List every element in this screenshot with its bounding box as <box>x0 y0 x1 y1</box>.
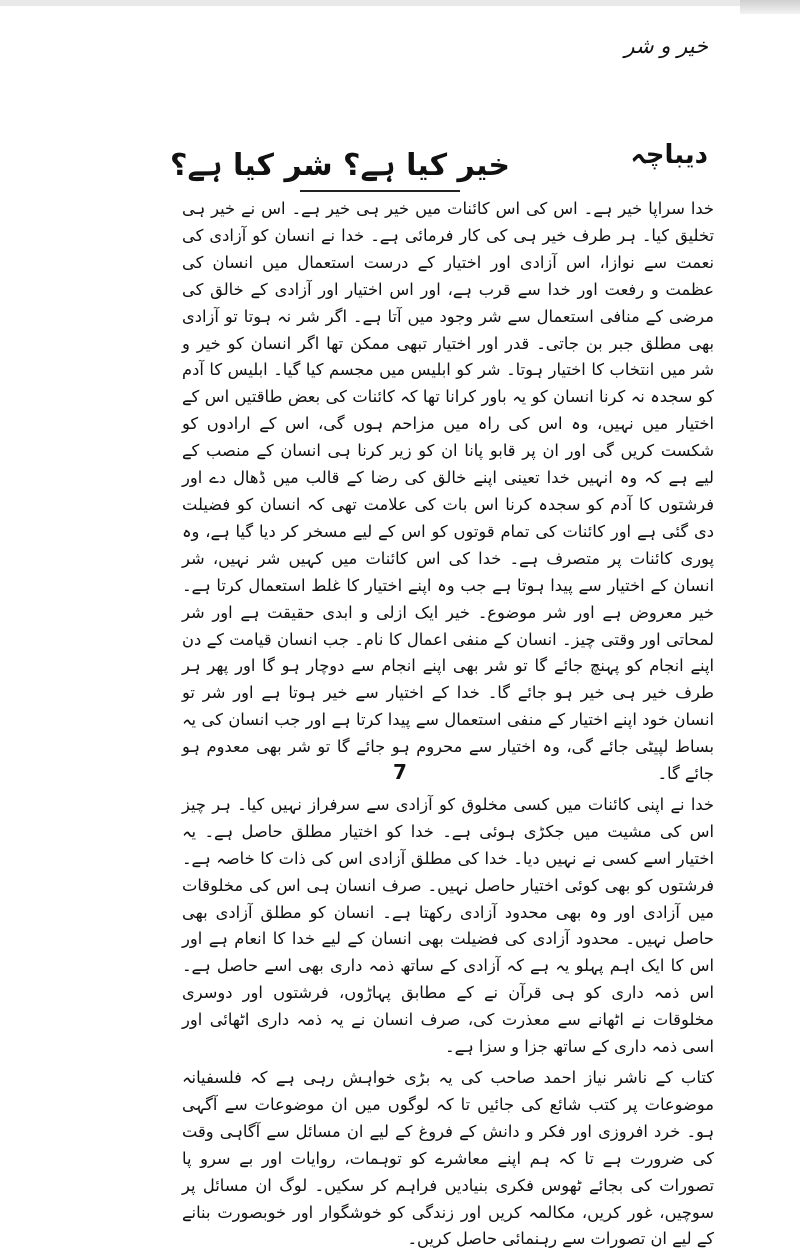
page-title: خیر کیا ہے؟ شر کیا ہے؟ <box>170 148 510 183</box>
paragraph-1: خدا سراپا خیر ہے۔ اس کی اس کائنات میں خیر ہی خیر ہے۔ اس نے خیر ہی تخلیق کیا۔ ہر طرف خیر ہی کی کار فرمائی ہے۔ خدا نے انسان کو آزادی کی نعمت سے نوازا، اس آزادی اور اختیار کے درست استعمال میں انسان کی عظمت و رفعت اور خدا سے قرب ہے، اور اس اختیار اور آزادی کے خالق کی مرضی کے منافی استعمال سے شر وجود میں آتا ہے۔ اگر شر نہ ہوتا تو آزادی بھی مطلق جبر بن جاتی۔ قدر اور اختیار تبھی ممکن تھا اگر انسان کو خیر و شر میں انتخاب کا اختیار ہوتا۔ شر کو ابلیس میں مجسم کیا گیا۔ ابلیس کا آدم کو سجدہ نہ کرنا انسان کو یہ باور کرانا تھا کہ کائنات کی بعض طاقتیں اس کے اختیار میں نہیں، وہ اس کی راہ میں مزاحم ہوں گی، اس کے ارادوں کو شکست کریں گی اور ان پر قابو پانا ان کو زیر کرنا ہی انسان کے منصب کے لیے ہے کہ وہ انہیں خدا تعینی اپنے خالق کی رضا کے قالب میں ڈھال دے اور فرشتوں کا آدم کو سجدہ کرنا اس بات کی علامت تھی کہ انسان کو فضیلت دی گئی ہے اور کائنات کی تمام قوتوں کو اس کے لیے مسخر کر دیا گیا ہے، وہ پوری کائنات پر متصرف ہے۔ خدا کی اس کائنات میں کہیں شر نہیں، شر انسان کے اختیار سے پیدا ہوتا ہے جب وہ اپنے اختیار کا غلط استعمال کرتا ہے۔ خیر معروض ہے اور شر موضوع۔ خیر ایک ازلی و ابدی حقیقت ہے اور شر لمحاتی اور وقتی چیز۔ انسان کے منفی اعمال کا نام۔ جب انسان قیامت کے دن اپنے انجام کو پہنچ جائے گا تو شر بھی اپنے انجام سے دوچار ہو گا اور پھر ہر طرف خیر ہی خیر ہو جائے گا۔ خدا کے اختیار سے خیر ہوتا ہے اور شر تو انسان خود اپنے اختیار کے منفی استعمال سے پیدا کرتا ہے اور جب انسان کی یہ بساط لپیٹی جائے گی، وہ اختیار سے محروم ہو جائے گا تو شر بھی معدوم ہو جائے گا۔ <box>182 199 714 784</box>
paragraph-2: خدا نے اپنی کائنات میں کسی مخلوق کو آزادی سے سرفراز نہیں کیا۔ ہر چیز اس کی مشیت میں جکڑی ہوئی ہے۔ خدا کو اختیار مطلق حاصل ہے۔ یہ اختیار اسے کسی نے نہیں دیا۔ خدا کی مطلق آزادی اس کی ذات کا خاصہ ہے۔ فرشتوں کو بھی کوئی اختیار حاصل نہیں۔ صرف انسان ہی اس کی مخلوقات میں آزادی اور وہ بھی محدود آزادی رکھتا ہے۔ انسان کو مطلق آزادی بھی حاصل نہیں۔ محدود آزادی کی فضیلت بھی انسان کے لیے خدا کا انعام ہے اور اس کا ایک اہم پہلو یہ ہے کہ آزادی کے ساتھ ذمہ داری بھی اسے حاصل ہے۔ اس ذمہ داری کو ہی قرآن نے کے مطابق پہاڑوں، فرشتوں اور دوسری مخلوقات نے اٹھانے سے معذرت کی، صرف انسان نے یہ ذمہ داری اٹھائی اور اسی ذمہ داری کے ساتھ جزا و سزا ہے۔ <box>182 794 714 1057</box>
paragraph-3: کتاب کے ناشر نیاز احمد صاحب کی یہ بڑی خواہش رہی ہے کہ فلسفیانہ موضوعات پر کتب شائع کی جائیں تا کہ لوگوں میں ان موضوعات سے آگہی ہو۔ خرد افروزی اور فکر و دانش کے فروغ کے لیے ان مسائل سے آگاہی وقت کی ضرورت ہے تا کہ ہم اپنے معاشرے کو توہمات، روایات اور بے سرو پا تصورات کی بجائے ٹھوس فکری بنیادیں فراہم کر سکیں۔ لوگ ان مسائل پر سوچیں، غور کریں، مکالمہ کریں اور زندگی کو خوشگوار اور خوبصورت بنانے کے لیے ان تصورات سے رہنمائی حاصل کریں۔ <box>182 1068 714 1249</box>
page-corner-shadow <box>740 0 800 14</box>
title-underline <box>300 190 460 192</box>
running-head: خیر و شر <box>624 34 708 58</box>
page-number: 7 <box>393 760 407 784</box>
body-text <box>182 196 714 1253</box>
page-edge-shadow <box>0 0 800 6</box>
section-label: دیباچہ <box>630 140 708 170</box>
